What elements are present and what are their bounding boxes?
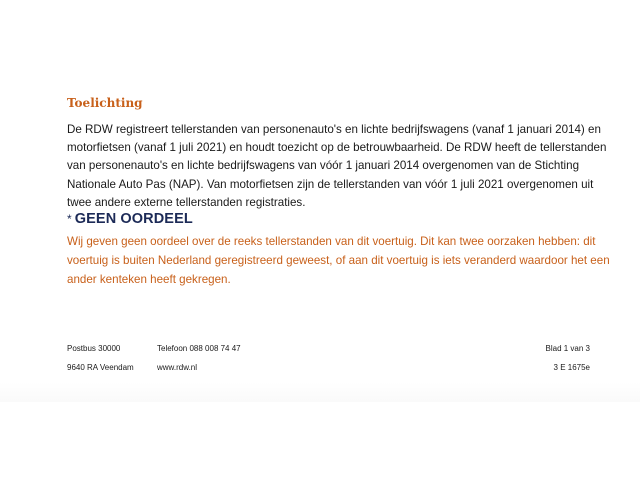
paragraph-line: De RDW registreert tellerstanden van personenauto's en lichte bedrijfswagens (vanaf 1 januari 2014) en (67, 123, 601, 136)
paragraph-line: Wij geven geen oordeel over de reeks tellerstanden van dit voertuig. Dit kan twee oorzaken hebben: dit (67, 235, 596, 248)
no-judgement-title: GEEN OORDEEL (74, 211, 193, 227)
paragraph-line: van personenauto's en lichte bedrijfswagens van vóór 1 januari 2014 overgenomen van de Stichting (67, 159, 580, 173)
paragraph-line: voertuig is buiten Nederland geregistreerd geweest, of aan dit voertuig is iets veranderd waardoor het een (67, 254, 610, 267)
page-bottom-shade (0, 382, 640, 402)
footer-website: www.rdw.nl (157, 363, 198, 372)
paragraph-line: motorfietsen (vanaf 1 juli 2021) en houdt toezicht op de betrouwbaarheid. De RDW heeft de tellerstanden (67, 141, 607, 155)
no-judgement-heading (67, 211, 193, 227)
section-title: Toelichting (67, 96, 143, 110)
no-judgement-paragraph (67, 232, 610, 289)
asterisk-marker: * (67, 212, 72, 226)
footer-page-number: Blad 1 van 3 (545, 344, 590, 353)
paragraph-line: ander kenteken heeft gekregen. (67, 273, 231, 286)
paragraph-line: twee andere externe tellerstanden registraties. (67, 195, 306, 209)
explanation-paragraph (67, 121, 607, 212)
footer-postbus: Postbus 30000 (67, 344, 121, 353)
footer-city: 9640 RA Veendam (67, 363, 134, 372)
paragraph-line: Nationale Auto Pas (NAP). Van motorfietsen zijn de tellerstanden van vóór 1 juli 2021 overgenomen uit (67, 177, 594, 191)
footer-document-code: 3 E 1675e (553, 363, 590, 372)
footer-phone: Telefoon 088 008 74 47 (157, 344, 241, 353)
